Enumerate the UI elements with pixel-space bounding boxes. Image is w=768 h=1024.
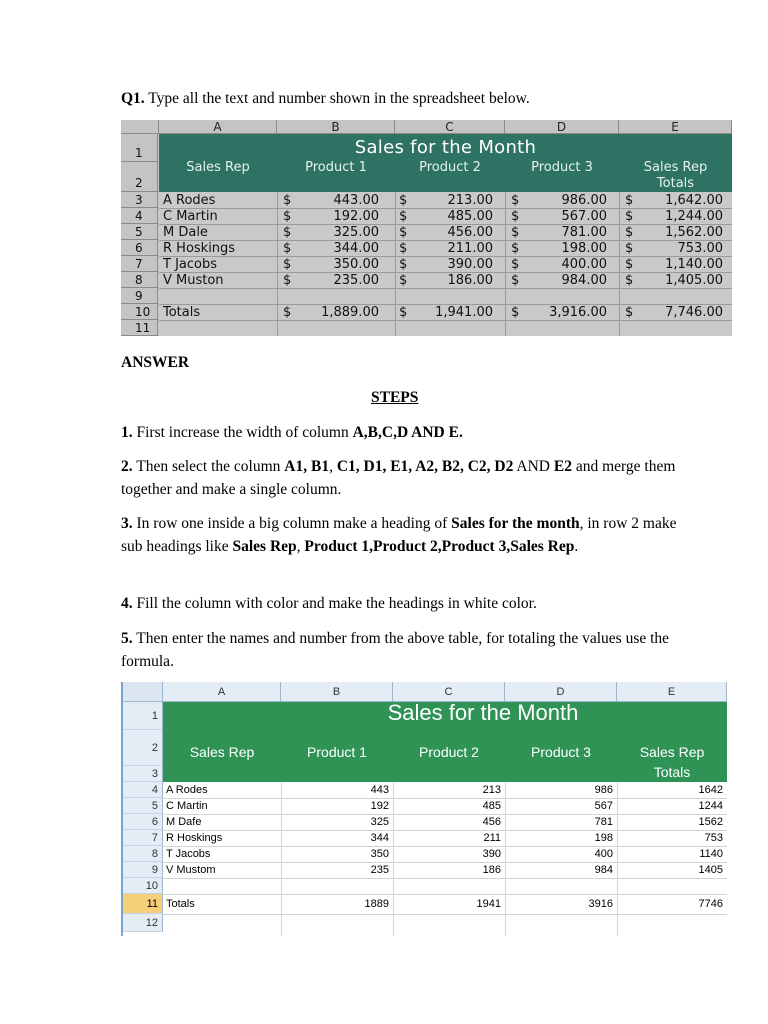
row-4-product-2: 485.00	[447, 209, 493, 224]
row-6-name: R Hoskings	[163, 241, 236, 256]
row-8-total: 1140	[699, 848, 723, 860]
row-4-currency-e: $	[625, 209, 634, 224]
row-header-3: 3	[123, 766, 163, 782]
row-5-name: C Martin	[166, 800, 208, 812]
row-3-name: A Rodes	[163, 193, 216, 208]
row-7-name: T Jacobs	[163, 257, 217, 272]
row-4-total: 1642	[698, 784, 723, 796]
totals-grand-total: 7,746.00	[665, 305, 723, 320]
row-4-total: 1,244.00	[665, 209, 723, 224]
row-3-currency-c: $	[399, 193, 408, 208]
row-7-currency-d: $	[511, 257, 520, 272]
row-9-product-1: 235	[370, 864, 389, 876]
row-9-total: 1405	[698, 864, 723, 876]
row-header-6: 6	[121, 240, 158, 256]
sheet-title: Sales for the Month	[354, 137, 537, 158]
row-header-12: 12	[123, 914, 163, 932]
row-6-currency-c: $	[399, 241, 408, 256]
row-header-2: 2	[123, 730, 163, 766]
row-8-product-2: 390	[482, 848, 501, 860]
row-3-total: 1,642.00	[665, 193, 723, 208]
totals-currency-b: $	[283, 305, 292, 320]
row-8-product-2: 186.00	[447, 273, 493, 288]
row-header-3: 3	[121, 192, 158, 208]
row-7-product-2: 211	[483, 832, 501, 844]
row-header-9: 9	[123, 862, 163, 878]
row-6-product-1: 325	[370, 816, 389, 828]
row-7-currency-c: $	[399, 257, 408, 272]
header-totals: Totals	[653, 764, 691, 780]
question-line	[121, 87, 681, 110]
header-product-1: Product 1	[305, 160, 367, 175]
row-8-currency-e: $	[625, 273, 634, 288]
column-header-e: E	[619, 120, 732, 134]
row-header-1: 1	[123, 702, 163, 730]
totals-currency-d: $	[511, 305, 520, 320]
row-6-name: M Dafe	[166, 816, 202, 828]
row-header-8: 8	[123, 846, 163, 862]
row-8-product-3: 400	[594, 848, 613, 860]
column-header-d: D	[505, 682, 617, 702]
row-8-currency-d: $	[511, 273, 520, 288]
header-product-3: Product 3	[531, 744, 591, 760]
row-6-product-3: 198.00	[561, 241, 607, 256]
row-header-8: 8	[121, 272, 158, 288]
row-5-product-1: 325.00	[333, 225, 379, 240]
totals-product-1: 1889	[364, 898, 389, 910]
header-product-2: Product 2	[419, 160, 481, 175]
row-header-10: 10	[123, 878, 163, 894]
totals-grand-total: 7746	[698, 898, 723, 910]
row-5-product-2: 485	[482, 800, 501, 812]
row-5-name: M Dale	[163, 225, 208, 240]
header-product-3: Product 3	[531, 160, 593, 175]
row-8-name: V Muston	[163, 273, 224, 288]
row-6-product-2: 456	[482, 816, 501, 828]
row-7-currency-e: $	[625, 257, 634, 272]
question-label: Q1.	[121, 90, 145, 107]
row-7-product-1: 350.00	[333, 257, 379, 272]
row-header-7: 7	[121, 256, 158, 272]
header-product-1: Product 1	[307, 744, 367, 760]
totals-product-2: 1941	[476, 898, 501, 910]
row-6-product-3: 781	[594, 816, 613, 828]
row-5-product-2: 456.00	[447, 225, 493, 240]
select-all-corner	[123, 682, 163, 702]
row-header-6: 6	[123, 814, 163, 830]
spreadsheet-image-result	[121, 682, 727, 936]
row-9-name: V Mustom	[166, 864, 216, 876]
column-header-c: C	[395, 120, 505, 134]
row-3-product-1: 443.00	[333, 193, 379, 208]
row-6-total: 1562	[698, 816, 723, 828]
row-6-currency-e: $	[625, 241, 634, 256]
column-header-b: B	[281, 682, 393, 702]
row-4-product-3: 567.00	[561, 209, 607, 224]
row-9-product-3: 984	[594, 864, 613, 876]
row-5-currency-e: $	[625, 225, 634, 240]
row-7-total: 753	[704, 832, 723, 844]
row-4-currency-b: $	[283, 209, 292, 224]
step-4: 4. Fill the column with color and make the headings in white color.	[121, 595, 537, 612]
row-3-product-3: 986.00	[561, 193, 607, 208]
row-header-11: 11	[123, 894, 163, 914]
row-header-1: 1	[121, 134, 158, 162]
row-8-currency-c: $	[399, 273, 408, 288]
row-5-total: 1,562.00	[665, 225, 723, 240]
row-6-currency-d: $	[511, 241, 520, 256]
row-5-product-1: 192	[370, 800, 389, 812]
row-3-currency-d: $	[511, 193, 520, 208]
row-header-4: 4	[123, 782, 163, 798]
row-6-currency-b: $	[283, 241, 292, 256]
row-3-product-2: 213.00	[447, 193, 493, 208]
column-header-c: C	[393, 682, 505, 702]
question-text: Type all the text and number shown in the spreadsheet below.	[144, 90, 530, 107]
totals-currency-e: $	[625, 305, 634, 320]
header-sales-rep-total: Sales Rep	[639, 744, 705, 760]
row-7-total: 1,140.00	[665, 257, 723, 272]
row-3-currency-e: $	[625, 193, 634, 208]
steps-heading: STEPS	[371, 389, 419, 406]
row-4-name: A Rodes	[166, 784, 208, 796]
row-7-product-3: 198	[594, 832, 613, 844]
row-header-11: 11	[121, 320, 158, 336]
totals-product-3: 3916	[588, 898, 613, 910]
corner-cell	[121, 120, 159, 134]
row-5-product-3: 567	[594, 800, 613, 812]
header-sales-rep: Sales Rep	[189, 744, 255, 760]
sheet-title: Sales for the Month	[387, 700, 579, 725]
row-7-currency-b: $	[283, 257, 292, 272]
step-1: 1. First increase the width of column A,B,C,D AND E.	[121, 424, 463, 441]
row-header-10: 10	[121, 304, 158, 320]
row-7-product-1: 344	[370, 832, 389, 844]
totals-product-1: 1,889.00	[321, 305, 379, 320]
row-3-currency-b: $	[283, 193, 292, 208]
row-4-product-1: 192.00	[333, 209, 379, 224]
row-4-product-2: 213	[482, 784, 501, 796]
row-4-currency-d: $	[511, 209, 520, 224]
row-5-currency-c: $	[399, 225, 408, 240]
row-6-product-2: 211.00	[447, 241, 493, 256]
row-8-product-1: 350	[370, 848, 389, 860]
row-4-name: C Martin	[163, 209, 218, 224]
step-3: 3. In row one inside a big column make a heading of Sales for the month, in row 2 make sub headings like Sales Rep, Product 1,Product 2,Product 3,Sales Rep.	[121, 515, 677, 555]
row-4-product-1: 443	[370, 784, 389, 796]
row-5-currency-b: $	[283, 225, 292, 240]
totals-label: Totals	[166, 898, 195, 910]
step-5: 5. Then enter the names and number from the above table, for totaling the values use the formula.	[121, 630, 670, 670]
row-7-name: R Hoskings	[166, 832, 223, 844]
row-5-product-3: 781.00	[561, 225, 607, 240]
totals-label: Totals	[163, 305, 201, 320]
step-2: 2. Then select the column A1, B1, C1, D1, E1, A2, B2, C2, D2 AND E2 and merge them together and make a single column.	[121, 458, 676, 498]
totals-product-3: 3,916.00	[549, 305, 607, 320]
row-4-product-3: 986	[594, 784, 613, 796]
column-header-e: E	[617, 682, 727, 702]
answer-heading: ANSWER	[121, 354, 190, 371]
row-header-2: 2	[121, 162, 158, 192]
row-7-product-3: 400.00	[561, 257, 607, 272]
row-8-product-3: 984.00	[561, 273, 607, 288]
spreadsheet-image-original	[121, 120, 732, 336]
header-product-2: Product 2	[419, 744, 479, 760]
row-header-5: 5	[121, 224, 158, 240]
row-header-9: 9	[121, 288, 158, 304]
totals-product-2: 1,941.00	[435, 305, 493, 320]
row-header-5: 5	[123, 798, 163, 814]
column-header-a: A	[163, 682, 281, 702]
column-header-a: A	[159, 120, 277, 134]
column-header-b: B	[277, 120, 395, 134]
row-8-currency-b: $	[283, 273, 292, 288]
row-9-product-2: 186	[482, 864, 501, 876]
row-6-product-1: 344.00	[333, 241, 379, 256]
header-sales-rep: Sales Rep	[186, 160, 250, 175]
row-7-product-2: 390.00	[447, 257, 493, 272]
header-totals: Totals	[656, 176, 695, 191]
row-6-total: 753.00	[677, 241, 723, 256]
totals-currency-c: $	[399, 305, 408, 320]
row-5-total: 1244	[698, 800, 723, 812]
row-5-currency-d: $	[511, 225, 520, 240]
header-sales-rep-total: Sales Rep	[643, 160, 708, 175]
row-header-4: 4	[121, 208, 158, 224]
row-8-product-1: 235.00	[333, 273, 379, 288]
row-4-currency-c: $	[399, 209, 408, 224]
row-8-name: T Jacobs	[166, 848, 211, 860]
row-8-total: 1,405.00	[665, 273, 723, 288]
column-header-d: D	[505, 120, 619, 134]
row-header-7: 7	[123, 830, 163, 846]
